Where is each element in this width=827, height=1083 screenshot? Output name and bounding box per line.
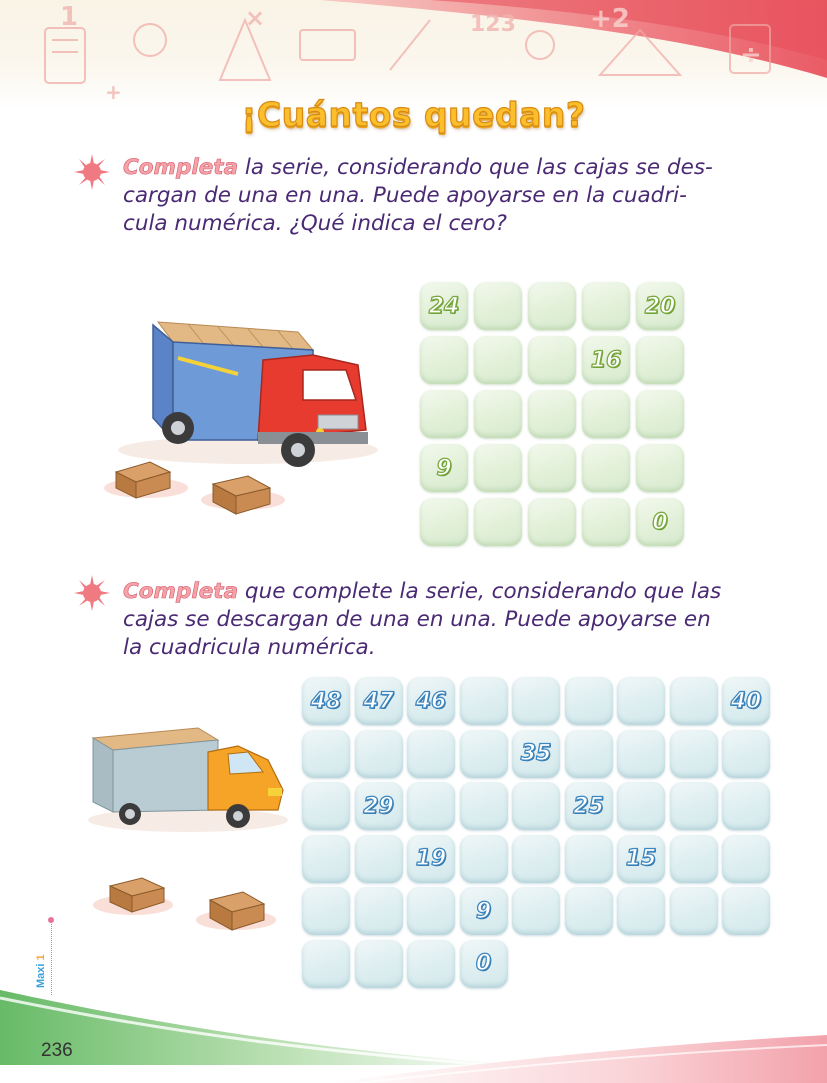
grid-cell[interactable] bbox=[302, 940, 350, 988]
grid-cell[interactable] bbox=[636, 444, 684, 492]
bullet-burst-icon bbox=[72, 573, 112, 613]
grid-cell[interactable] bbox=[670, 782, 718, 830]
exercise1-keyword: Completa bbox=[123, 155, 239, 180]
exercise2-line1 bbox=[123, 578, 783, 606]
grid-cell[interactable] bbox=[355, 835, 403, 883]
grid-cell[interactable] bbox=[512, 677, 560, 725]
grid-cell[interactable] bbox=[617, 782, 665, 830]
side-tab-label bbox=[35, 938, 49, 988]
grid-cell-number: 20 bbox=[644, 293, 676, 319]
grid-cell[interactable] bbox=[407, 835, 455, 883]
grid-cell[interactable] bbox=[302, 835, 350, 883]
grid-cell[interactable] bbox=[460, 782, 508, 830]
grid-cell[interactable] bbox=[407, 887, 455, 935]
grid-cell[interactable] bbox=[617, 887, 665, 935]
grid-cell[interactable] bbox=[512, 782, 560, 830]
grid-cell[interactable] bbox=[302, 782, 350, 830]
grid-cell[interactable] bbox=[617, 835, 665, 883]
grid-cell[interactable] bbox=[355, 677, 403, 725]
doodle-symbol: + bbox=[105, 80, 122, 104]
grid-cell[interactable] bbox=[565, 887, 613, 935]
grid-cell[interactable] bbox=[636, 390, 684, 438]
grid-cell[interactable] bbox=[582, 282, 630, 330]
grid-cell[interactable] bbox=[474, 282, 522, 330]
grid-cell-number: 25 bbox=[573, 793, 604, 819]
grid-cell[interactable] bbox=[460, 835, 508, 883]
grid-cell[interactable] bbox=[302, 730, 350, 778]
grid-cell[interactable] bbox=[407, 940, 455, 988]
grid-cell[interactable] bbox=[528, 282, 576, 330]
banner-wave-graphic bbox=[0, 0, 827, 110]
side-tab-word: Maxi bbox=[35, 963, 47, 988]
exercise2-instructions bbox=[123, 578, 783, 662]
grid-cell[interactable] bbox=[355, 940, 403, 988]
header-banner bbox=[0, 0, 827, 110]
grid-cell-number: 46 bbox=[415, 688, 447, 714]
grid-cell-number: 0 bbox=[475, 951, 492, 976]
grid-cell[interactable] bbox=[420, 390, 468, 438]
grid-cell[interactable] bbox=[460, 887, 508, 935]
grid-cell[interactable] bbox=[565, 835, 613, 883]
grid-cell[interactable] bbox=[565, 782, 613, 830]
grid-cell[interactable] bbox=[420, 444, 468, 492]
exercise2-text: que complete la serie, considerando que las bbox=[238, 579, 722, 604]
grid-cell[interactable] bbox=[407, 677, 455, 725]
grid-cell[interactable] bbox=[355, 887, 403, 935]
grid-cell[interactable] bbox=[420, 498, 468, 546]
grid-cell-number: 24 bbox=[428, 293, 460, 319]
bullet-burst-icon bbox=[72, 152, 112, 192]
grid-cell[interactable] bbox=[636, 336, 684, 384]
red-truck-illustration bbox=[98, 300, 388, 525]
grid-cell[interactable] bbox=[722, 730, 770, 778]
grid-cell[interactable] bbox=[407, 782, 455, 830]
grid-cell[interactable] bbox=[670, 730, 718, 778]
grid-cell[interactable] bbox=[512, 730, 560, 778]
exercise2-keyword: Completa bbox=[123, 579, 239, 604]
grid-cell-number: 16 bbox=[590, 347, 622, 373]
grid-cell[interactable] bbox=[512, 887, 560, 935]
doodle-symbol: × bbox=[245, 4, 266, 32]
doodle-symbol: +2 bbox=[590, 4, 630, 34]
grid-cell[interactable] bbox=[302, 677, 350, 725]
grid-cell[interactable] bbox=[474, 444, 522, 492]
grid-cell[interactable] bbox=[722, 835, 770, 883]
page-number: 236 bbox=[41, 1040, 73, 1061]
exercise2-line3: la cuadricula numérica. bbox=[123, 635, 376, 660]
grid-cell-number: 15 bbox=[625, 846, 657, 871]
grid-cell[interactable] bbox=[460, 677, 508, 725]
doodle-symbol: ÷ bbox=[740, 40, 762, 70]
grid-cell[interactable] bbox=[617, 677, 665, 725]
grid-cell[interactable] bbox=[565, 677, 613, 725]
exercise1-line2: cargan de una en una. Puede apoyarse en la cuadri- bbox=[123, 183, 687, 208]
side-tab-number: 1 bbox=[35, 954, 47, 961]
orange-truck-illustration bbox=[78, 710, 293, 945]
side-tab-line bbox=[51, 920, 53, 995]
grid-cell[interactable] bbox=[528, 444, 576, 492]
grid-cell[interactable] bbox=[636, 282, 684, 330]
grid-cell-number: 48 bbox=[310, 688, 342, 714]
grid-cell[interactable] bbox=[460, 940, 508, 988]
grid-cell[interactable] bbox=[474, 498, 522, 546]
grid-cell[interactable] bbox=[565, 730, 613, 778]
grid-cell[interactable] bbox=[670, 835, 718, 883]
grid-cell[interactable] bbox=[670, 887, 718, 935]
grid-cell-number: 9 bbox=[475, 898, 492, 924]
doodle-digit: 1 bbox=[60, 2, 79, 32]
exercise2-line2: cajas se descargan de una en una. Puede apoyarse en bbox=[123, 607, 711, 632]
doodle-digit: 123 bbox=[470, 12, 516, 37]
grid-cell[interactable] bbox=[722, 782, 770, 830]
exercise1-instructions bbox=[123, 154, 783, 238]
grid-cell[interactable] bbox=[582, 336, 630, 384]
grid-cell[interactable] bbox=[420, 336, 468, 384]
grid-cell[interactable] bbox=[722, 887, 770, 935]
grid-cell-number: 35 bbox=[520, 741, 552, 766]
grid-cell[interactable] bbox=[355, 730, 403, 778]
grid-cell[interactable] bbox=[528, 390, 576, 438]
grid-cell[interactable] bbox=[582, 498, 630, 546]
grid-cell[interactable] bbox=[636, 498, 684, 546]
grid-cell[interactable] bbox=[512, 835, 560, 883]
exercise1-line1 bbox=[123, 154, 783, 182]
grid-cell[interactable] bbox=[420, 282, 468, 330]
grid-cell[interactable] bbox=[582, 390, 630, 438]
page-title: ¡Cuántos quedan? bbox=[241, 95, 586, 134]
grid-cell-number: 47 bbox=[363, 688, 394, 714]
grid-cell-number: 0 bbox=[652, 509, 668, 535]
grid-cell-number: 29 bbox=[363, 793, 394, 819]
grid-cell[interactable] bbox=[617, 730, 665, 778]
grid-cell[interactable] bbox=[528, 498, 576, 546]
grid-cell-number: 19 bbox=[415, 846, 447, 871]
grid-cell[interactable] bbox=[528, 336, 576, 384]
exercise1-line3: cula numérica. ¿Qué indica el cero? bbox=[123, 211, 507, 236]
grid-cell[interactable] bbox=[407, 730, 455, 778]
exercise1-text: la serie, considerando que las cajas se des- bbox=[238, 155, 713, 180]
grid-cell[interactable] bbox=[355, 782, 403, 830]
grid-cell[interactable] bbox=[670, 677, 718, 725]
grid-cell[interactable] bbox=[302, 887, 350, 935]
grid-cell[interactable] bbox=[582, 444, 630, 492]
grid-cell[interactable] bbox=[474, 336, 522, 384]
grid-cell-number: 9 bbox=[436, 455, 452, 481]
grid-cell[interactable] bbox=[474, 390, 522, 438]
footer-wave-graphic bbox=[0, 990, 827, 1083]
grid-cell-number: 40 bbox=[730, 688, 762, 714]
grid-cell[interactable] bbox=[460, 730, 508, 778]
grid-cell[interactable] bbox=[722, 677, 770, 725]
